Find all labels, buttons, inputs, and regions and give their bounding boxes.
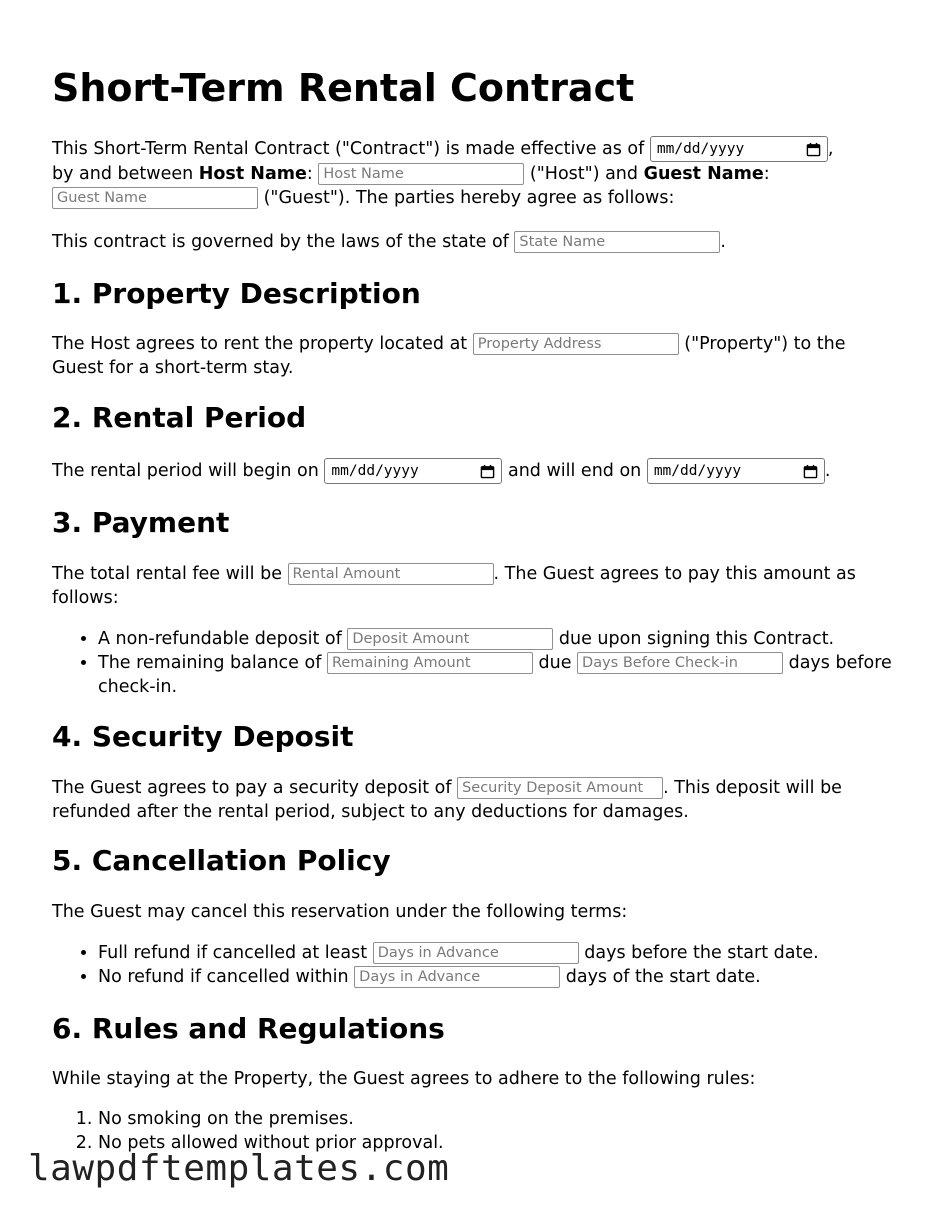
state-name-input[interactable]: State Name xyxy=(514,231,720,253)
date-value: mm/dd/yyyy xyxy=(331,463,419,479)
payment-text: . The Guest agrees to pay this amount as follows: xyxy=(52,564,856,608)
days-within-input[interactable]: Days in Advance xyxy=(354,966,560,988)
security-deposit-input[interactable]: Security Deposit Amount xyxy=(457,777,663,799)
section-heading-rental-period: 2. Rental Period xyxy=(52,401,307,434)
payment-text: The total rental fee will be xyxy=(52,564,288,584)
security-text: . This deposit will be refunded after the rental period, subject to any deductions for damages. xyxy=(52,778,842,822)
list-item-text: days of the start date. xyxy=(560,967,761,987)
date-value: mm/dd/yyyy xyxy=(656,141,745,157)
list-item: 2. No pets allowed without prior approval. xyxy=(98,1131,892,1155)
section-heading-cancellation: 5. Cancellation Policy xyxy=(52,844,391,877)
calendar-icon xyxy=(480,464,495,479)
date-value: mm/dd/yyyy xyxy=(653,463,742,479)
rental-period-text: . xyxy=(824,461,831,481)
list-item xyxy=(98,941,892,965)
property-text: The Host agrees to rent the property located at xyxy=(52,334,473,354)
start-date-input[interactable] xyxy=(324,458,502,484)
page-title: Short-Term Rental Contract xyxy=(52,66,635,110)
colon: : xyxy=(306,164,313,184)
security-deposit-paragraph xyxy=(52,776,892,824)
cancellation-paragraph: The Guest may cancel this reservation under the following terms: xyxy=(52,902,628,922)
section-heading-property: 1. Property Description xyxy=(52,277,421,310)
governing-law-paragraph xyxy=(52,230,892,254)
list-item: 1. No smoking on the premises. xyxy=(98,1107,892,1131)
rental-amount-input[interactable]: Rental Amount xyxy=(288,563,494,585)
calendar-icon xyxy=(806,142,821,157)
intro-text: This Short-Term Rental Contract ("Contract") is made effective as of xyxy=(52,139,650,159)
payment-paragraph xyxy=(52,562,892,610)
list-item xyxy=(98,627,892,651)
days-in-advance-input[interactable]: Days in Advance xyxy=(373,942,579,964)
governing-text: . xyxy=(720,232,726,252)
property-paragraph xyxy=(52,332,892,380)
list-item-text: days before the start date. xyxy=(578,943,819,963)
end-date-input[interactable] xyxy=(647,458,825,484)
guest-name-label: Guest Name xyxy=(643,164,764,184)
days-before-checkin-input[interactable]: Days Before Check-in xyxy=(577,652,783,674)
cancellation-list xyxy=(52,941,892,989)
governing-text: This contract is governed by the laws of the state of xyxy=(52,232,515,252)
list-item xyxy=(98,965,892,989)
intro-paragraph xyxy=(52,136,892,210)
section-heading-security-deposit: 4. Security Deposit xyxy=(52,720,354,753)
list-item-text: due xyxy=(532,653,578,673)
rental-period-text: and will end on xyxy=(502,461,647,481)
intro-text: , xyxy=(827,139,834,159)
list-item-text: due upon signing this Contract. xyxy=(553,629,835,649)
intro-text: by and between xyxy=(52,164,199,184)
remaining-amount-input[interactable]: Remaining Amount xyxy=(327,652,533,674)
list-item xyxy=(98,651,892,699)
payment-list xyxy=(52,627,892,699)
intro-text: ("Host") and xyxy=(524,164,644,184)
intro-text: ("Guest"). The parties hereby agree as follows: xyxy=(258,188,675,208)
section-heading-payment: 3. Payment xyxy=(52,506,230,539)
list-item-text: No refund if cancelled within xyxy=(98,967,355,987)
list-item-text: Full refund if cancelled at least xyxy=(98,943,373,963)
security-text: The Guest agrees to pay a security deposit of xyxy=(52,778,458,798)
host-name-label: Host Name xyxy=(198,164,307,184)
rental-period-text: The rental period will begin on xyxy=(52,461,325,481)
host-name-input[interactable]: Host Name xyxy=(318,163,524,185)
property-text: ("Property") to the Guest for a short-term stay. xyxy=(52,334,846,378)
deposit-amount-input[interactable]: Deposit Amount xyxy=(347,628,553,650)
rules-paragraph: While staying at the Property, the Guest agrees to adhere to the following rules: xyxy=(52,1069,756,1089)
list-item-text: A non-refundable deposit of xyxy=(98,629,348,649)
watermark: lawpdftemplates.com xyxy=(28,1148,450,1189)
list-item-text: The remaining balance of xyxy=(98,653,327,673)
property-address-input[interactable]: Property Address xyxy=(473,333,679,355)
calendar-icon xyxy=(803,464,818,479)
guest-name-input[interactable]: Guest Name xyxy=(52,187,258,209)
colon: : xyxy=(763,164,770,184)
effective-date-input[interactable] xyxy=(650,136,828,162)
rental-period-paragraph xyxy=(52,458,892,484)
list-item-text: days before check-in. xyxy=(98,653,892,697)
section-heading-rules: 6. Rules and Regulations xyxy=(52,1012,445,1045)
